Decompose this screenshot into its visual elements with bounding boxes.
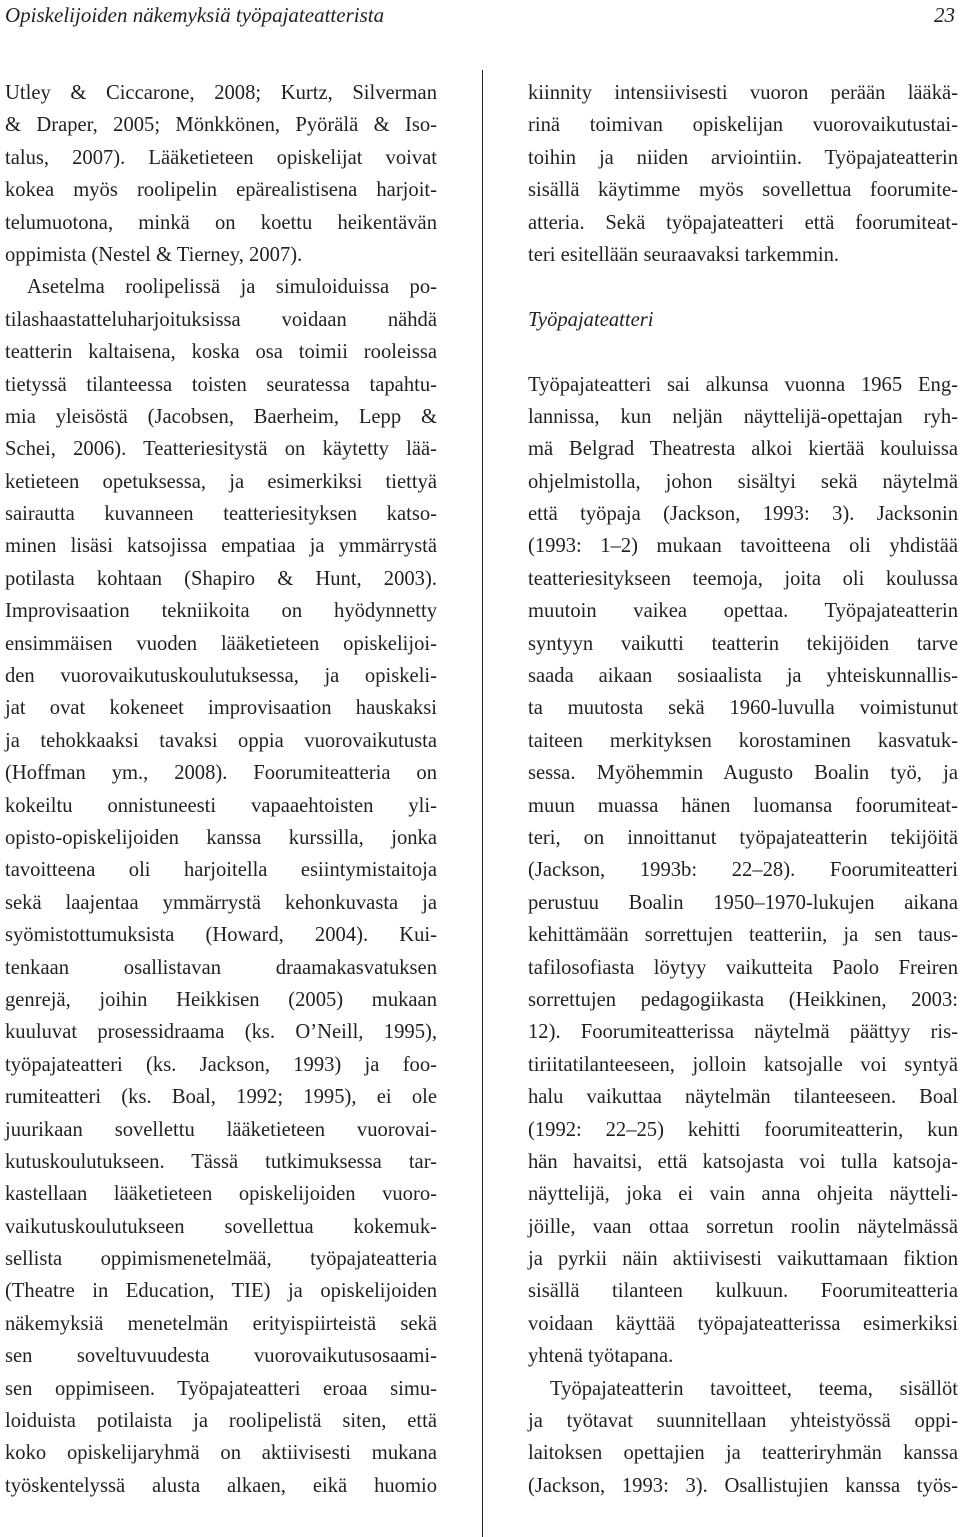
text-line: tavoitteena oli harjoitella esiintymistaitoja [5,859,437,882]
text-line: tenkaan osallistavan draamakasvatuksen [5,956,437,979]
text-line: koko opiskelijaryhmä on aktiivisesti mukana [5,1442,437,1465]
text-line: muutoin vaikea opettaa. Työpajateatterin [528,600,958,623]
text-line: Schei, 2006). Teatteriesitystä on käytetty lää- [5,438,437,461]
text-line: atteria. Sekä työpajateatteri että foorumiteat- [528,211,958,234]
text-line: loiduista potilaista ja roolipelistä siten, että [5,1410,437,1433]
text-line: toihin ja niiden arviointiin. Työpajateatterin [528,146,958,169]
text-line: (Hoffman ym., 2008). Foorumiteatteria on [5,762,437,785]
text-line: rumiteatteri (ks. Boal, 1992; 1995), ei ole [5,1086,437,1109]
text-line: (Theatre in Education, TIE) ja opiskelijoiden [5,1280,437,1303]
text-line: ensimmäisen vuoden lääketieteen opiskelijoi- [5,632,437,655]
text-line: sessa. Myöhemmin Augusto Boalin työ, ja [528,762,958,785]
right-column [528,77,958,1502]
text-line: ohjelmistolla, johon sisältyi sekä näytelmä [528,470,958,493]
text-line: sisällä tilanteen kulkuun. Foorumiteatteria [528,1280,958,1303]
text-line: kastellaan lääketieteen opiskelijoiden vuoro- [5,1183,437,1206]
text-line: saada aikaan sosiaalista ja yhteiskunnallis- [528,665,958,688]
text-line: kiinnity intensiivisesti vuoron perään lääkä- [528,82,958,104]
text-line: (Jackson, 1993: 3). Osallistujien kanssa työs- [528,1474,958,1497]
text-line: että työpaja (Jackson, 1993: 3). Jacksonin [528,503,958,526]
text-line: näkemyksiä menetelmän erityispiirteistä sekä [5,1312,437,1335]
text-line: opisto-opiskelijoiden kanssa kurssilla, jonka [5,826,437,849]
text-line: tafilosofiasta löytyy vaikutteita Paolo Freiren [528,956,958,979]
text-line: ja pyrkii näin aktiivisesti vaikuttamaan fiktion [528,1248,958,1271]
text-line: minen lisäsi katsojissa empatiaa ja ymmärrystä [5,535,437,558]
text-line: taiteen merkityksen korostaminen kasvatuk- [528,729,958,752]
text-line: syntyyn vaikutti teatterin tekijöiden tarve [528,632,958,655]
text-line: ketieteen opetuksessa, ja esimerkiksi tiettyä [5,470,437,493]
text-line: hän havaitsi, että katsojasta voi tulla katsoja- [528,1150,958,1173]
text-line: potilasta kohtaan (Shapiro & Hunt, 2003). [5,567,437,590]
text-line: tilashaastatteluharjoituksissa voidaan nähdä [5,308,437,331]
text-line: kokeiltu onnistuneesti vapaaehtoisten yli- [5,794,437,817]
text-line: kuuluvat prosessidraama (ks. O’Neill, 1995), [5,1021,437,1044]
text-line: jat ovat kokeneet improvisaation hauskaksi [5,697,437,720]
text-line: teri, on innoittanut työpajateatterin tekijöitä [528,826,958,849]
text-line: syömistottumuksista (Howard, 2004). Kui- [5,924,437,947]
text-line: rinä toimivan opiskelijan vuorovaikutustai- [528,114,958,137]
text-line: yhtenä työtapana. [528,1345,674,1368]
text-line: talus, 2007). Lääketieteen opiskelijat voivat [5,146,437,169]
text-line: ja työtavat suunnitellaan yhteistyössä oppi- [528,1410,958,1433]
text-line: kokea myös roolipelin epärealistisena harjoit- [5,179,437,202]
text-line: genrejä, joihin Heikkisen (2005) mukaan [5,988,437,1011]
text-line: teri esitellään seuraavaksi tarkemmin. [528,243,840,266]
text-line: Improvisaation tekniikoita on hyödynnetty [5,600,437,623]
text-line: sen oppimiseen. Työpajateatteri eroaa simu- [5,1377,437,1400]
text-line: sekä laajentaa ymmärrystä kehonkuvasta ja [5,891,437,914]
column-divider [482,70,483,1537]
page-number: 23 [934,3,955,27]
text-line: Työpajateatteri sai alkunsa vuonna 1965 Eng- [528,373,958,396]
text-line: telumuotona, minkä on koettu heikentävän [5,211,437,234]
text-line: mä Belgrad Theatresta alkoi kiertää kouluissa [528,438,958,461]
left-column [5,77,437,1502]
text-line: sorrettujen pedagogiikasta (Heikkinen, 2003: [528,988,958,1011]
text-line: mia yleisöstä (Jacobsen, Baerheim, Lepp & [5,405,437,428]
text-line: lannissa, kun neljän näyttelijä-opettajan ryh- [528,405,958,428]
text-line: jöille, vaan ottaa sorretun roolin näytelmässä [528,1215,958,1238]
text-line: halu vaikuttaa näytelmän tilanteeseen. Boal [528,1086,958,1109]
text-line: laitoksen opettajien ja teatteriryhmän kanssa [528,1442,958,1465]
text-line: teatterin kaltaisena, koska osa toimii rooleissa [5,341,437,364]
text-line: ja tehokkaaksi tavaksi oppia vuorovaikutusta [5,729,437,752]
text-line: sisällä käytimme myös sovellettua foorumite- [528,179,958,202]
text-line: oppimista (Nestel & Tierney, 2007). [5,243,303,266]
text-line: tiriitatilanteeseen, jolloin katsojalle voi syntyä [528,1053,958,1076]
text-line: voidaan käyttää työpajateatterissa esimerkiksi [528,1312,958,1335]
spacer [528,336,958,368]
text-line: Utley & Ciccarone, 2008; Kurtz, Silverman [5,82,437,104]
text-line: sairautta kuvanneen teatteriesityksen katso- [5,503,437,526]
section-heading: Työpajateatteri [528,308,654,331]
text-line: ta muutosta sekä 1960-luvulla voimistunut [528,697,958,720]
text-line: (1993: 1–2) mukaan tavoitteena oli yhdistää [528,535,958,558]
text-line: & Draper, 2005; Mönkkönen, Pyörälä & Iso- [5,114,437,137]
text-line: (1992: 22–25) kehitti foorumiteatterin, kun [528,1118,958,1141]
running-title: Opiskelijoiden näkemyksiä työpajateatterista [5,3,385,27]
text-line: työpajateatteri (ks. Jackson, 1993) ja foo- [5,1053,437,1076]
running-header [5,0,955,30]
text-line: sen soveltuvuudesta vuorovaikutusosaami- [5,1345,437,1368]
paragraph-start: Työpajateatterin tavoitteet, teema, sisällöt [550,1377,958,1400]
text-line: vaikutuskoulutukseen sovellettua kokemuk- [5,1215,437,1238]
text-line: tietyssä tilanteessa toisten seuratessa tapahtu- [5,373,437,396]
spacer [528,271,958,303]
text-line: teatteriesitykseen teemoja, joita oli koulussa [528,567,958,590]
text-line: työskentelyssä alusta alkaen, eikä huomio [5,1474,437,1497]
text-line: perustuu Boalin 1950–1970-lukujen aikana [528,891,958,914]
text-line: juurikaan sovellettu lääketieteen vuorovai- [5,1118,437,1141]
text-line: kutuskoulutukseen. Tässä tutkimuksessa tar- [5,1150,437,1173]
text-line: kehittämään sorrettujen teatteriin, ja sen taus- [528,924,958,947]
text-line: 12). Foorumiteatterissa näytelmä päättyy ris- [528,1021,958,1044]
text-line: sellista oppimismenetelmää, työpajateatteria [5,1248,437,1271]
text-line: den vuorovaikutuskoulutuksessa, ja opiskeli- [5,665,437,688]
paragraph-start: Asetelma roolipelissä ja simuloiduissa po- [27,276,437,299]
text-line: muun muassa hänen luomansa foorumiteat- [528,794,958,817]
text-line: näyttelijä, joka ei vain anna ohjeita näytteli- [528,1183,958,1206]
text-line: (Jackson, 1993b: 22–28). Foorumiteatteri [528,859,958,882]
